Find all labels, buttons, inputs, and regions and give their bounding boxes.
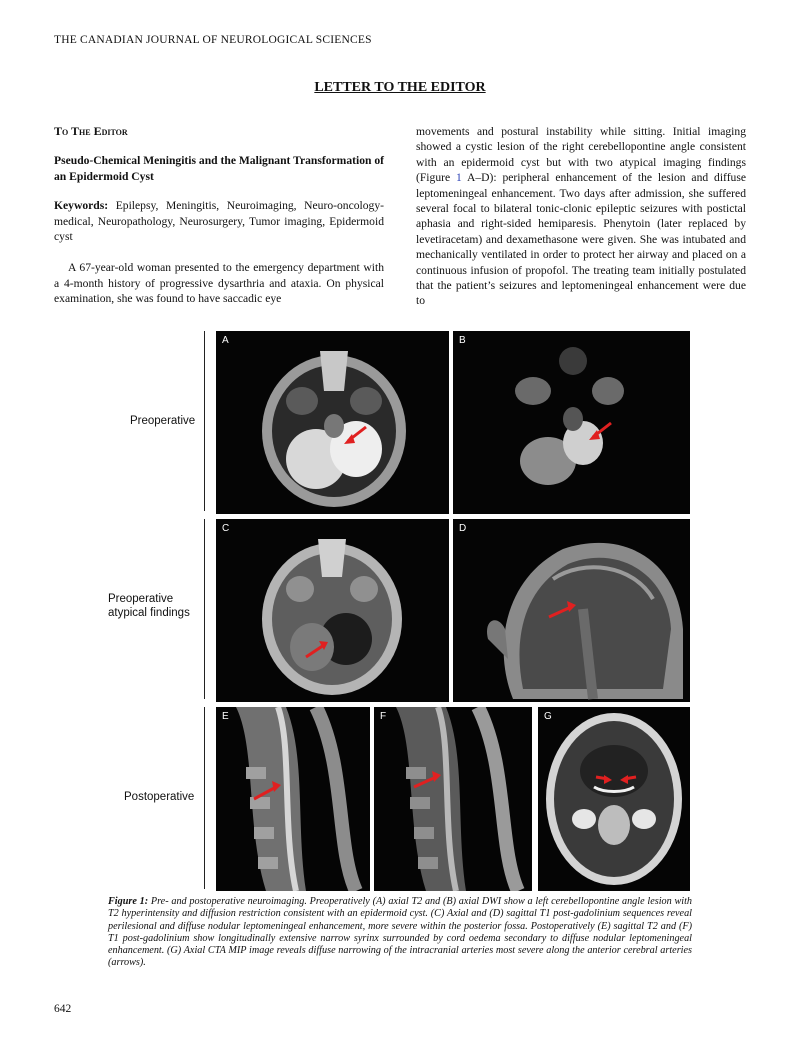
- salutation: To The Editor: [54, 124, 128, 138]
- panel-c-cerebellum: [290, 623, 334, 671]
- panel-g-letter: G: [544, 711, 552, 722]
- panel-g-frontal: [580, 745, 648, 797]
- journal-header: THE CANADIAN JOURNAL OF NEUROLOGICAL SCIENCES: [54, 34, 372, 46]
- panel-e-neck-tissue: [316, 707, 356, 891]
- page-number: 642: [54, 1003, 72, 1015]
- panel-g-image: [538, 707, 690, 891]
- panel-e-sagittal-t2: [216, 707, 370, 891]
- article-title: Pseudo-Chemical Meningitis and the Malignant Transformation of an Epidermoid Cyst: [54, 154, 384, 183]
- body-paragraph-2: [416, 124, 746, 309]
- row-divider-1: [204, 331, 205, 511]
- panel-a-temporal-right: [350, 387, 382, 415]
- body-paragraph-2-end: A–D): peripheral enhancement of the lesion and diffuse leptomeningeal enhancement. Two days after admission, she suffered several focal to bilateral tonic-clonic epileptic seizures with postictal aphasia and right-sided hemiparesis. Phenytoin (later replaced by levetiracetam) and dexamethasone were given. She was intubated and mechanically ventilated in order to protect her airway and placed on a continuous infusion of propofol. The treating team initially postulated that the patient’s seizures and leptomeningeal enhancement were due to: [416, 171, 747, 308]
- panel-e-vertebra-2: [250, 797, 270, 809]
- panel-c-temporal-left: [286, 576, 314, 602]
- panel-f-sagittal-t1: [374, 707, 532, 891]
- panel-b-upper-signal: [559, 347, 587, 375]
- keywords-list: Epilepsy, Meningitis, Neuroimaging, Neuro-oncology-medical, Neuropathology, Neurosurgery, Tumor imaging, Epidermoid cyst: [54, 199, 384, 244]
- panel-f-vertebra-4: [418, 857, 438, 869]
- panel-f-vertebra-3: [414, 827, 434, 839]
- right-column: [416, 124, 746, 309]
- panel-b-axial-dwi: [453, 331, 690, 514]
- panel-e-vertebra-1: [246, 767, 266, 779]
- panel-a-nasal: [320, 351, 348, 391]
- panel-e-vertebra-4: [258, 857, 278, 869]
- panel-f-vertebra-1: [406, 767, 426, 779]
- figure-caption-label: Figure 1:: [108, 896, 149, 907]
- row-label-atypical-line1: Preoperative: [108, 593, 174, 605]
- panel-f-vertebra-2: [410, 797, 430, 809]
- panel-c-letter: C: [222, 523, 230, 534]
- panel-a-temporal-left: [286, 387, 318, 415]
- figure-reference-link[interactable]: 1: [456, 171, 462, 185]
- panel-f-image: [374, 707, 532, 891]
- panel-b-image: [453, 331, 690, 514]
- row-divider-3: [204, 707, 205, 889]
- panel-d-face: [487, 620, 508, 659]
- keywords: [54, 198, 384, 244]
- section-title-text: LETTER TO THE EDITOR: [314, 80, 486, 95]
- panel-c-temporal-right: [350, 576, 378, 602]
- panel-g-petrous-right: [632, 809, 656, 829]
- panel-g-petrous-left: [572, 809, 596, 829]
- panel-g-axial-cta: [538, 707, 690, 891]
- panel-d-sagittal-t1: [453, 519, 690, 702]
- figure-caption-text: Pre- and postoperative neuroimaging. Preoperatively (A) axial T2 and (B) axial DWI show a left cerebellopontine angle lesion with T2 hyperintensity and diffusion restriction consistent with an epidermoid cyst. (C) Axial and (D) sagittal T1 post-gadolinium sequences reveal perilesional and diffuse nodular leptomeningeal enhancement, more severe within the posterior fossa. Postoperatively (E) sagittal T2 and (F) T1 post-gadolinium show longitudinally extensive narrow syrinx surrounded by cord oedema secondary to diffuse nodular leptomeningeal enhancement. (G) Axial CTA MIP image reveals diffuse narrowing of the intracranial arteries most severe along the anterior cerebral arteries (arrows).: [108, 896, 693, 969]
- panel-b-letter: B: [459, 335, 466, 346]
- figure-caption: [108, 896, 692, 970]
- body-paragraph-2-start: movements and postural instability while sitting. Initial imaging showed a cystic lesion of the right cerebellopontine angle consistent with an epidermoid cyst but with two atypical imaging findings (Figure: [416, 125, 746, 185]
- panel-g-brainstem: [598, 805, 630, 845]
- body-paragraph-1: A 67-year-old woman presented to the emergency department with a 4-month history of progressive dysarthria and ataxia. On physical examination, she was found to have saccadic eye: [54, 261, 384, 306]
- panel-a-pons: [324, 414, 344, 438]
- panel-b-temporal-right: [592, 377, 624, 405]
- panel-a-letter: A: [222, 335, 229, 346]
- row-label-preoperative: Preoperative: [130, 415, 196, 427]
- figure-1: [108, 329, 692, 891]
- panel-e-letter: E: [222, 711, 229, 722]
- panel-f-letter: F: [380, 711, 387, 722]
- row-label-atypical: [108, 592, 190, 620]
- panel-b-temporal-left: [515, 377, 551, 405]
- row-label-postoperative: Postoperative: [124, 791, 195, 803]
- row-label-atypical-line2: atypical findings: [108, 607, 190, 619]
- panel-b-pons: [563, 407, 583, 431]
- panel-e-image: [216, 707, 370, 891]
- panel-f-neck-tissue: [478, 707, 518, 891]
- panel-a-axial-t2: [216, 331, 449, 514]
- keywords-label: Keywords:: [54, 199, 109, 213]
- panel-a-image: [216, 331, 449, 514]
- panel-c-nasal: [318, 539, 346, 577]
- section-title: [0, 80, 800, 96]
- row-divider-2: [204, 519, 205, 699]
- left-column: [54, 124, 384, 307]
- panel-d-image: [453, 519, 690, 702]
- panel-e-vertebra-3: [254, 827, 274, 839]
- panel-c-image: [216, 519, 449, 702]
- panel-g-brain: [554, 721, 674, 877]
- panel-d-letter: D: [459, 523, 467, 534]
- panel-c-axial-t1: [216, 519, 449, 702]
